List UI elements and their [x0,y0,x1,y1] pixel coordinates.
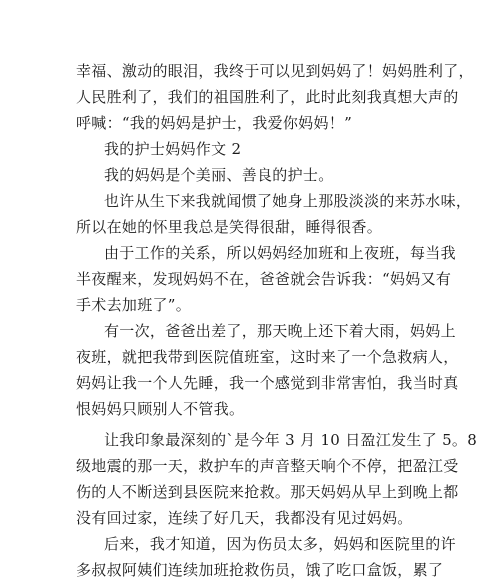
text-line: 没有回过家，连续了好几天，我都没有见过妈妈。 [76,509,413,527]
text-line: 由于工作的关系，所以妈妈经加班和上夜班，每当我 [104,244,456,262]
text-line: 级地震的那一天，救护车的声音整天响个不停，把盈江受 [76,457,459,475]
text-line: 手术去加班了”。 [76,296,192,314]
text-line: 呼喊：“我的妈妈是护士，我爱你妈妈！” [76,114,353,132]
text-line: 有一次，爸爸出差了，那天晚上还下着大雨，妈妈上 [104,322,456,340]
text-line: 恨妈妈只顾别人不管我。 [76,400,245,418]
text-line: 伤的人不断送到县医院来抢救。那天妈妈从早上到晚上都 [76,483,459,501]
text-line: 也许从生下来我就闻惯了她身上那股淡淡的来苏水味， [104,192,472,210]
text-line: 人民胜利了，我们的祖国胜利了，此时此刻我真想大声的 [76,88,459,106]
text-line: 让我印象最深刻的`是今年 3 月 10 日盈江发生了 5。8 [104,431,478,449]
text-line: 我的妈妈是个美丽、善良的护士。 [104,166,334,184]
text-line: 幸福、激动的眼泪，我终于可以见到妈妈了！妈妈胜利了， [76,62,474,80]
text-line: 所以在她的怀里我总是笑得很甜，睡得很香。 [76,218,383,236]
text-line: 后来，我才知道，因为伤员太多，妈妈和医院里的许 [104,535,456,553]
text-line: 半夜醒来，发现妈妈不在，爸爸就会告诉我：“妈妈又有 [76,270,452,288]
text-line: 夜班，就把我带到医院值班室，这时来了一个急救病人， [76,348,459,366]
text-line: 妈妈让我一个人先睡，我一个感觉到非常害怕，我当时真 [76,374,459,392]
text-line: 多叔叔阿姨们连续加班抢救伤员，饿了吃口盒饭，累了 [76,561,444,579]
section-heading: 我的护士妈妈作文 2 [104,140,242,158]
